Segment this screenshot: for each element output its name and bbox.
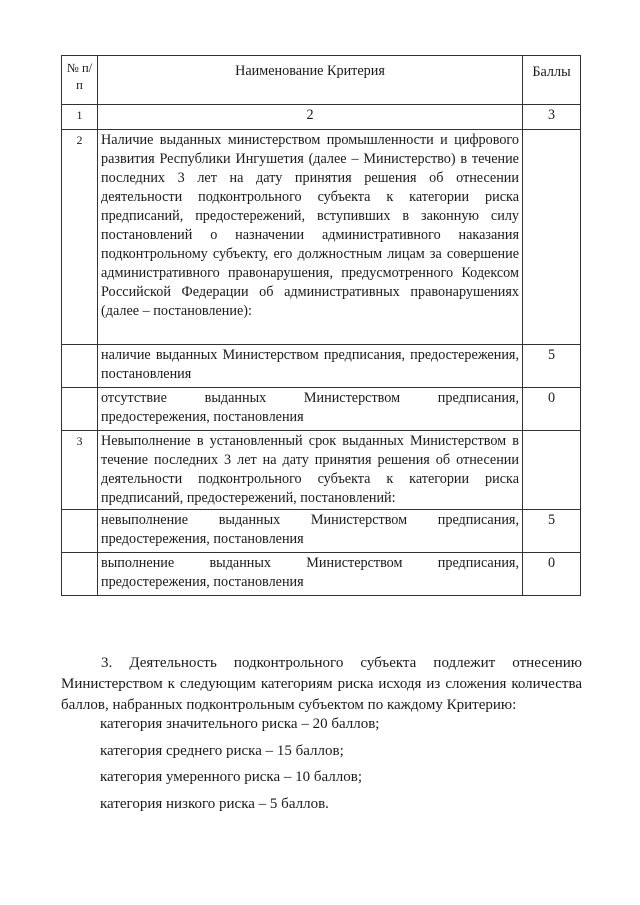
option-num-empty (62, 553, 98, 596)
risk-category-item: категория умеренного риска – 10 баллов; (100, 769, 362, 785)
option-text: невыполнение выданных Министерством предписания, предостережения, постановления (98, 510, 523, 553)
criterion-num: 2 (62, 130, 98, 345)
option-score: 0 (523, 388, 581, 431)
criterion-text: Наличие выданных министерством промышленности и цифрового развития Республики Ингушетия (далее – Министерство) в течение последних 3 лет на дату принятия решения об отнесении деятельности подконтрольного субъекта к категории риска предписаний, предостережений, вступивших в законную силу постановлений о назначении административного наказания подконтрольному субъекту, его должностным лицам за совершение административного правонарушения, предусмотренного Кодексом Российской Федерации об административных правонарушениях (далее – постановление): (98, 130, 523, 345)
risk-category-item: категория значительного риска – 20 баллов; (100, 716, 380, 732)
header-name: Наименование Критерия (98, 56, 523, 105)
header-score: Баллы (523, 56, 581, 105)
criterion-score-empty (523, 130, 581, 345)
table-row (62, 510, 581, 553)
option-text: наличие выданных Министерством предписания, предостережения, постановления (98, 345, 523, 388)
table-header-row (62, 56, 581, 105)
option-num-empty (62, 388, 98, 431)
index-col3: 3 (523, 105, 581, 130)
table-row (62, 130, 581, 345)
criterion-score-empty (523, 431, 581, 510)
header-num: № п/п (62, 56, 98, 105)
table-row (62, 388, 581, 431)
table-row (62, 345, 581, 388)
risk-category-item: категория низкого риска – 5 баллов. (100, 796, 329, 812)
option-num-empty (62, 345, 98, 388)
criteria-table (61, 55, 581, 596)
table-row (62, 553, 581, 596)
option-score: 5 (523, 510, 581, 553)
risk-category-item: категория среднего риска – 15 баллов; (100, 743, 344, 759)
option-score: 0 (523, 553, 581, 596)
option-num-empty (62, 510, 98, 553)
option-score: 5 (523, 345, 581, 388)
index-col2: 2 (98, 105, 523, 130)
criterion-num: 3 (62, 431, 98, 510)
table-row (62, 431, 581, 510)
option-text: отсутствие выданных Министерством предписания, предостережения, постановления (98, 388, 523, 431)
option-text: выполнение выданных Министерством предписания, предостережения, постановления (98, 553, 523, 596)
table-index-row (62, 105, 581, 130)
criterion-text: Невыполнение в установленный срок выданных Министерством в течение последних 3 лет на дату принятия решения об отнесении деятельности подконтрольного субъекта к категории риска предписаний, предостережений, постановлений: (98, 431, 523, 510)
index-col1: 1 (62, 105, 98, 130)
paragraph-3: 3. Деятельность подконтрольного субъекта подлежит отнесению Министерством к следующим категориям риска исходя из сложения количества баллов, набранных подконтрольным субъектом по каждому Критерию: (61, 655, 582, 713)
